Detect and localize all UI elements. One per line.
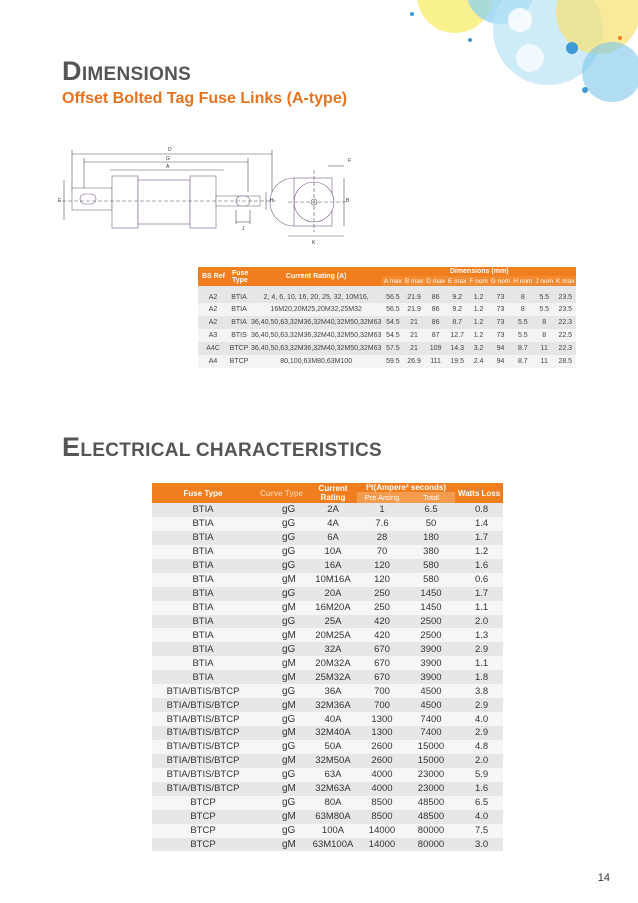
cell-fuse-type: BTIA <box>228 316 250 329</box>
cell-dim: 5.5 <box>512 329 534 342</box>
cell-fuse-type: BTIA <box>152 615 254 629</box>
cell-curve-type: gG <box>254 768 309 782</box>
cell-total: 80000 <box>407 824 455 838</box>
cell-pre-arcing: 1300 <box>357 726 407 740</box>
table-row <box>152 698 503 712</box>
table-row <box>152 684 503 698</box>
cell-dim: 21 <box>403 342 424 355</box>
cell-curve-type: gM <box>254 670 309 684</box>
dimensions-title-rest: IMENSIONS <box>81 64 192 85</box>
cell-curve-type: gG <box>254 559 309 573</box>
cell-watts-loss: 2.9 <box>455 698 503 712</box>
col-i2t: I²t(Ampere² seconds) <box>357 483 455 492</box>
cell-fuse-type: BTIA/BTIS/BTCP <box>152 712 254 726</box>
cell-fuse-type: BTCP <box>152 824 254 838</box>
cell-dim: 2.4 <box>468 355 489 368</box>
col-dim-7: J nom <box>535 277 554 285</box>
table-row <box>152 545 503 559</box>
cell-fuse-type: BTIA <box>152 517 254 531</box>
cell-dim: 11 <box>534 355 555 368</box>
table-row <box>198 342 576 355</box>
cell-dim: 1.2 <box>468 316 489 329</box>
cell-total: 48500 <box>407 810 455 824</box>
cell-current-rating: 100A <box>309 824 357 838</box>
cell-total: 1450 <box>407 601 455 615</box>
cell-dim: 21 <box>403 316 424 329</box>
cell-pre-arcing: 670 <box>357 670 407 684</box>
cell-fuse-type: BTCP <box>152 796 254 810</box>
cell-dim: 3.2 <box>468 342 489 355</box>
cell-pre-arcing: 1 <box>357 503 407 517</box>
cell-curve-type: gG <box>254 503 309 517</box>
cell-pre-arcing: 28 <box>357 531 407 545</box>
cell-bs-ref: A2 <box>198 316 228 329</box>
dimensions-table-body <box>198 286 576 368</box>
cell-fuse-type: BTIA <box>152 531 254 545</box>
cell-dim: 73 <box>489 303 512 316</box>
cell-watts-loss: 1.8 <box>455 670 503 684</box>
electrical-title-cap: E <box>62 432 81 462</box>
cell-current-rating: 63M80A <box>309 810 357 824</box>
cell-pre-arcing: 7.6 <box>357 517 407 531</box>
table-row <box>152 712 503 726</box>
cell-current-rating: 63A <box>309 768 357 782</box>
cell-bs-ref: A4 <box>198 355 228 368</box>
cell-current-rating: 32M40A <box>309 726 357 740</box>
cell-current-rating: 80,100,63M80,63M100 <box>250 355 382 368</box>
col-bs-ref: BS Ref <box>198 267 228 286</box>
cell-fuse-type: BTIA <box>152 670 254 684</box>
cell-fuse-type: BTIA <box>152 559 254 573</box>
col-curve-type: Curve Type <box>254 483 309 503</box>
electrical-title <box>62 432 382 463</box>
cell-total: 3900 <box>407 642 455 656</box>
cell-current-rating: 10M16A <box>309 573 357 587</box>
cell-pre-arcing: 1300 <box>357 712 407 726</box>
col-dimensions: Dimensions (mm) <box>382 267 576 276</box>
cell-fuse-type: BTIA/BTIS/BTCP <box>152 698 254 712</box>
cell-total: 50 <box>407 517 455 531</box>
table-row <box>198 355 576 368</box>
cell-pre-arcing: 2600 <box>357 740 407 754</box>
table-row <box>152 573 503 587</box>
cell-fuse-type: BTIA <box>152 628 254 642</box>
cell-dim: 8.7 <box>512 355 534 368</box>
cell-fuse-type: BTIA/BTIS/BTCP <box>152 684 254 698</box>
cell-bs-ref: A2 <box>198 286 228 303</box>
cell-current-rating: 16M20A <box>309 601 357 615</box>
cell-dim: 86 <box>425 316 447 329</box>
cell-current-rating: 32M63A <box>309 782 357 796</box>
cell-watts-loss: 7.5 <box>455 824 503 838</box>
table-row <box>152 838 503 852</box>
cell-curve-type: gG <box>254 545 309 559</box>
cell-bs-ref: A4C <box>198 342 228 355</box>
table-row <box>152 503 503 517</box>
dimensions-subtitle: Offset Bolted Tag Fuse Links (A-type) <box>62 90 348 107</box>
cell-dim: 59.5 <box>382 355 403 368</box>
cell-dim: 23.5 <box>555 286 576 303</box>
col-current-rating: Current Rating <box>309 483 357 503</box>
cell-curve-type: gG <box>254 796 309 810</box>
drawing-label-k: K <box>312 240 316 246</box>
cell-total: 580 <box>407 573 455 587</box>
cell-current-rating: 20M32A <box>309 656 357 670</box>
cell-curve-type: gM <box>254 838 309 852</box>
col-dim-1: B max <box>404 277 424 285</box>
cell-total: 7400 <box>407 726 455 740</box>
dimensions-title <box>62 56 191 87</box>
cell-current-rating: 16M20,20M25,20M32,25M32 <box>250 303 382 316</box>
cell-current-rating: 36,40,50,63,32M36,32M40,32M50,32M63 <box>250 329 382 342</box>
cell-watts-loss: 1.4 <box>455 517 503 531</box>
table-row <box>198 286 576 303</box>
table-row <box>152 628 503 642</box>
drawing-label-f: F <box>348 158 352 164</box>
cell-pre-arcing: 250 <box>357 587 407 601</box>
cell-dim: 12.7 <box>447 329 468 342</box>
cell-dim: 11 <box>534 342 555 355</box>
cell-pre-arcing: 700 <box>357 698 407 712</box>
cell-bs-ref: A3 <box>198 329 228 342</box>
table-row <box>152 531 503 545</box>
cell-curve-type: gM <box>254 726 309 740</box>
cell-current-rating: 10A <box>309 545 357 559</box>
cell-current-rating: 2A <box>309 503 357 517</box>
cell-current-rating: 32M50A <box>309 754 357 768</box>
cell-pre-arcing: 70 <box>357 545 407 559</box>
cell-curve-type: gM <box>254 573 309 587</box>
cell-current-rating: 80A <box>309 796 357 810</box>
drawing-label-h: H <box>270 198 274 204</box>
cell-pre-arcing: 14000 <box>357 838 407 852</box>
cell-dim: 22.3 <box>555 342 576 355</box>
cell-curve-type: gM <box>254 754 309 768</box>
cell-dim: 1.2 <box>468 303 489 316</box>
cell-watts-loss: 2.0 <box>455 754 503 768</box>
table-row <box>152 824 503 838</box>
cell-total: 4500 <box>407 698 455 712</box>
cell-pre-arcing: 120 <box>357 559 407 573</box>
table-row <box>198 316 576 329</box>
cell-dim: 8 <box>534 316 555 329</box>
cell-watts-loss: 1.1 <box>455 656 503 670</box>
cell-dim: 1.2 <box>468 329 489 342</box>
cell-dim: 109 <box>425 342 447 355</box>
cell-current-rating: 20M25A <box>309 628 357 642</box>
cell-fuse-type: BTCP <box>152 810 254 824</box>
cell-dim: 21.9 <box>403 303 424 316</box>
cell-total: 23000 <box>407 768 455 782</box>
cell-fuse-type: BTIA <box>152 642 254 656</box>
cell-watts-loss: 0.8 <box>455 503 503 517</box>
cell-pre-arcing: 670 <box>357 642 407 656</box>
cell-watts-loss: 2.9 <box>455 726 503 740</box>
cell-dim: 8 <box>512 286 534 303</box>
cell-pre-arcing: 670 <box>357 656 407 670</box>
cell-total: 3900 <box>407 656 455 670</box>
table-row <box>152 601 503 615</box>
cell-total: 48500 <box>407 796 455 810</box>
cell-curve-type: gM <box>254 628 309 642</box>
col-dim-4: F nom <box>469 277 488 285</box>
cell-total: 7400 <box>407 712 455 726</box>
cell-fuse-type: BTIA <box>152 601 254 615</box>
cell-fuse-type: BTIA <box>228 303 250 316</box>
cell-curve-type: gM <box>254 601 309 615</box>
cell-total: 580 <box>407 559 455 573</box>
cell-total: 80000 <box>407 838 455 852</box>
cell-fuse-type: BTIA/BTIS/BTCP <box>152 726 254 740</box>
page-number: 14 <box>597 872 610 884</box>
cell-watts-loss: 4.8 <box>455 740 503 754</box>
cell-curve-type: gG <box>254 642 309 656</box>
cell-fuse-type: BTCP <box>152 838 254 852</box>
table-row <box>152 740 503 754</box>
cell-dim: 5.5 <box>534 286 555 303</box>
cell-dim: 56.5 <box>382 303 403 316</box>
cell-watts-loss: 1.6 <box>455 782 503 796</box>
cell-fuse-type: BTIA <box>152 587 254 601</box>
col-dim-3: E max <box>447 277 467 285</box>
table-row <box>198 329 576 342</box>
cell-dim: 57.5 <box>382 342 403 355</box>
cell-dim: 111 <box>425 355 447 368</box>
cell-dim: 54.5 <box>382 316 403 329</box>
cell-dim: 1.2 <box>468 286 489 303</box>
cell-fuse-type: BTIA/BTIS/BTCP <box>152 740 254 754</box>
cell-curve-type: gG <box>254 615 309 629</box>
cell-watts-loss: 1.7 <box>455 587 503 601</box>
cell-dim: 22.5 <box>555 329 576 342</box>
dimensions-title-cap: D <box>62 56 82 86</box>
cell-current-rating: 25A <box>309 615 357 629</box>
cell-pre-arcing: 700 <box>357 684 407 698</box>
cell-current-rating: 16A <box>309 559 357 573</box>
cell-dim: 8.7 <box>512 342 534 355</box>
cell-total: 15000 <box>407 740 455 754</box>
col-dim-8: K max <box>556 277 575 285</box>
cell-current-rating: 32A <box>309 642 357 656</box>
col-total: Total <box>407 492 455 503</box>
cell-fuse-type: BTIA <box>152 545 254 559</box>
cell-curve-type: gG <box>254 531 309 545</box>
cell-pre-arcing: 2600 <box>357 754 407 768</box>
drawing-label-a: A <box>166 164 170 170</box>
cell-fuse-type: BTIA <box>228 286 250 303</box>
cell-watts-loss: 4.0 <box>455 712 503 726</box>
cell-fuse-type: BTIA/BTIS/BTCP <box>152 768 254 782</box>
table-row <box>152 782 503 796</box>
cell-dim: 28.5 <box>555 355 576 368</box>
cell-total: 380 <box>407 545 455 559</box>
cell-curve-type: gG <box>254 824 309 838</box>
cell-dim: 14.3 <box>447 342 468 355</box>
fuse-link-drawing <box>58 140 378 250</box>
cell-watts-loss: 3.8 <box>455 684 503 698</box>
cell-total: 4500 <box>407 684 455 698</box>
cell-dim: 5.5 <box>512 316 534 329</box>
cell-dim: 87 <box>425 329 447 342</box>
cell-current-rating: 40A <box>309 712 357 726</box>
col-fuse-type: Fuse Type <box>152 483 254 503</box>
col-pre-arcing: Pre Arcing <box>357 492 407 503</box>
drawing-label-e: E <box>58 198 62 204</box>
electrical-table-body <box>152 503 503 851</box>
cell-dim: 5.5 <box>534 303 555 316</box>
cell-watts-loss: 0.6 <box>455 573 503 587</box>
cell-current-rating: 20A <box>309 587 357 601</box>
cell-curve-type: gM <box>254 782 309 796</box>
cell-fuse-type: BTIA <box>152 503 254 517</box>
table-row <box>152 726 503 740</box>
cell-dim: 9.2 <box>447 286 468 303</box>
col-watts-loss: Watts Loss <box>455 483 503 503</box>
table-row <box>198 303 576 316</box>
cell-watts-loss: 6.5 <box>455 796 503 810</box>
cell-current-rating: 63M100A <box>309 838 357 852</box>
cell-current-rating: 25M32A <box>309 670 357 684</box>
cell-dim: 22.3 <box>555 316 576 329</box>
drawing-label-j: J <box>242 226 245 232</box>
cell-pre-arcing: 4000 <box>357 768 407 782</box>
cell-dim: 73 <box>489 316 512 329</box>
cell-pre-arcing: 420 <box>357 615 407 629</box>
table-row <box>152 615 503 629</box>
table-row <box>152 810 503 824</box>
cell-fuse-type: BTIS <box>228 329 250 342</box>
cell-curve-type: gG <box>254 517 309 531</box>
cell-dim: 73 <box>489 286 512 303</box>
table-row <box>152 768 503 782</box>
drawing-label-g: G <box>166 156 170 162</box>
cell-dim: 86 <box>425 303 447 316</box>
cell-dim: 56.5 <box>382 286 403 303</box>
cell-total: 6.5 <box>407 503 455 517</box>
cell-dim: 54.5 <box>382 329 403 342</box>
cell-curve-type: gG <box>254 587 309 601</box>
cell-total: 1450 <box>407 587 455 601</box>
cell-fuse-type: BTCP <box>228 355 250 368</box>
cell-dim: 21 <box>403 329 424 342</box>
drawing-label-d: D <box>168 147 172 153</box>
cell-watts-loss: 2.9 <box>455 642 503 656</box>
table-row <box>152 517 503 531</box>
table-row <box>152 796 503 810</box>
table-row <box>152 642 503 656</box>
cell-fuse-type: BTIA <box>152 573 254 587</box>
cell-current-rating: 4A <box>309 517 357 531</box>
cell-pre-arcing: 250 <box>357 601 407 615</box>
cell-watts-loss: 3.0 <box>455 838 503 852</box>
cell-pre-arcing: 14000 <box>357 824 407 838</box>
cell-total: 23000 <box>407 782 455 796</box>
cell-dim: 8.7 <box>447 316 468 329</box>
cell-current-rating: 2, 4, 6, 10, 16, 20, 25, 32, 10M16, <box>250 286 382 303</box>
cell-bs-ref: A2 <box>198 303 228 316</box>
cell-pre-arcing: 8500 <box>357 810 407 824</box>
cell-dim: 26.9 <box>403 355 424 368</box>
col-fuse-type: Fuse Type <box>228 267 250 286</box>
cell-watts-loss: 2.0 <box>455 615 503 629</box>
electrical-table <box>152 483 503 851</box>
cell-dim: 19.5 <box>447 355 468 368</box>
cell-dim: 94 <box>489 355 512 368</box>
cell-curve-type: gG <box>254 712 309 726</box>
cell-dim: 23.5 <box>555 303 576 316</box>
cell-curve-type: gM <box>254 656 309 670</box>
cell-dim: 73 <box>489 329 512 342</box>
cell-dim: 8 <box>512 303 534 316</box>
cell-fuse-type: BTIA/BTIS/BTCP <box>152 782 254 796</box>
cell-total: 2500 <box>407 628 455 642</box>
cell-watts-loss: 1.2 <box>455 545 503 559</box>
col-current-rating: Current Rating (A) <box>250 267 382 286</box>
cell-dim: 21.9 <box>403 286 424 303</box>
cell-current-rating: 50A <box>309 740 357 754</box>
cell-fuse-type: BTIA/BTIS/BTCP <box>152 754 254 768</box>
cell-curve-type: gM <box>254 810 309 824</box>
cell-total: 15000 <box>407 754 455 768</box>
cell-total: 2500 <box>407 615 455 629</box>
cell-curve-type: gM <box>254 698 309 712</box>
dimensions-table <box>198 267 576 368</box>
cell-current-rating: 32M36A <box>309 698 357 712</box>
col-dim-2: D max <box>426 277 446 285</box>
table-row <box>152 559 503 573</box>
cell-current-rating: 6A <box>309 531 357 545</box>
cell-watts-loss: 5.9 <box>455 768 503 782</box>
cell-fuse-type: BTIA <box>152 656 254 670</box>
cell-fuse-type: BTCP <box>228 342 250 355</box>
cell-watts-loss: 4.0 <box>455 810 503 824</box>
cell-dim: 94 <box>489 342 512 355</box>
electrical-title-rest: LECTRICAL CHARACTERISTICS <box>80 440 382 461</box>
cell-dim: 8 <box>534 329 555 342</box>
cell-curve-type: gG <box>254 740 309 754</box>
table-row <box>152 656 503 670</box>
table-row <box>152 587 503 601</box>
col-dim-6: H nom <box>513 277 533 285</box>
cell-current-rating: 36A <box>309 684 357 698</box>
cell-watts-loss: 1.3 <box>455 628 503 642</box>
cell-watts-loss: 1.1 <box>455 601 503 615</box>
cell-pre-arcing: 420 <box>357 628 407 642</box>
cell-watts-loss: 1.7 <box>455 531 503 545</box>
table-row <box>152 754 503 768</box>
table-row <box>152 670 503 684</box>
cell-dim: 9.2 <box>447 303 468 316</box>
col-dim-5: G nom <box>490 277 511 285</box>
cell-current-rating: 36,40,50,63,32M36,32M40,32M50,32M63 <box>250 316 382 329</box>
cell-total: 3900 <box>407 670 455 684</box>
cell-watts-loss: 1.6 <box>455 559 503 573</box>
cell-dim: 86 <box>425 286 447 303</box>
drawing-label-b: B <box>346 198 350 204</box>
cell-current-rating: 36,40,50,63,32M36,32M40,32M50,32M63 <box>250 342 382 355</box>
cell-pre-arcing: 120 <box>357 573 407 587</box>
col-dim-0: A max <box>383 277 402 285</box>
cell-curve-type: gG <box>254 684 309 698</box>
cell-total: 180 <box>407 531 455 545</box>
cell-pre-arcing: 4000 <box>357 782 407 796</box>
cell-pre-arcing: 8500 <box>357 796 407 810</box>
